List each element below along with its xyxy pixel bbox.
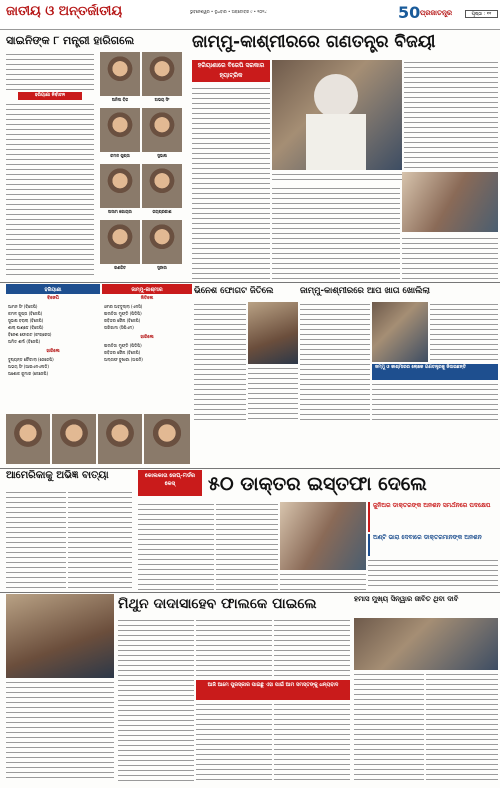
portrait [100, 220, 140, 264]
main-headline: ଜାମ୍ମୁ-କାଶ୍ମୀରରେ ଗଣତନ୍ତ୍ର ବିଜୟୀ [192, 32, 436, 52]
result-row: ତାରିଗାମୀ (ସିପିଏମ) [104, 325, 134, 330]
mithun-headline: ମିଥୁନ ଦାଦାସାହେବ ଫାଲକେ ପାଇଲେ [118, 596, 317, 612]
page-number: ପୃଷ୍ଠା : ୧୧ [465, 10, 498, 18]
result-row: ସୁଭାଷ ବରାଲା (ବିଜେପି) [8, 318, 44, 323]
portrait [142, 220, 182, 264]
result-row: ବିନେଶ ଫୋଗଟ (କଂଗ୍ରେସ) [8, 332, 52, 337]
story-body-text [300, 302, 370, 422]
america-headline: ଆମେରିକାକୁ ଅଭିଜ୍ଞ ବାତ୍ୟା [6, 470, 109, 481]
story-body-text [368, 558, 498, 590]
haryana-lost-title: ହାରିଲେ [46, 349, 60, 354]
result-row: ଇଲତିଜା ମୁଫ୍ତି (ପିଡିପି) [104, 343, 142, 348]
story-body-text [6, 52, 94, 90]
doctors-subhead-2: ଅଣ୍ଟି ଭାରା ଦେବାରେ ଡାକ୍ତରମାନଙ୍କ ଅନଶନ [368, 534, 498, 556]
haryana-box: ହରିୟାଣାରେ ବିଜେପି ସରକାର ହ୍ୟାଟ୍ରିକ [192, 60, 270, 82]
divider [0, 468, 500, 469]
result-row: ଆମନ ସିଂ (ବିଜେପି) [8, 304, 38, 309]
result-row: ଶୀଲା ପାଣ୍ଡେ (ବିଜେପି) [8, 325, 44, 330]
anniversary-logo: 50 [398, 3, 421, 22]
hamas-headline: ହମାସ ମୁଖ୍ୟ ସିନ୍ୱାର ଜୀବିତ ଥିବା ଦାବି [354, 595, 459, 603]
jk-second-headline: ଜାମ୍ମୁ-କାଶ୍ମୀରରେ ଆପ ଖାତା ଖୋଲିଲା [300, 286, 430, 296]
story-body-text [6, 680, 114, 782]
haryana-vote-label: ହରିୟାଣା ନିର୍ବାଚନ [18, 92, 82, 100]
portrait [144, 414, 190, 464]
portrait [142, 52, 182, 96]
doctors-subhead-1: ଜୁନିଅର ଡାକ୍ତରଙ୍କ ଅନଶନ ସମର୍ଥନରେ ପଦକ୍ଷେପ [368, 502, 498, 532]
haryana-results [6, 284, 100, 412]
minister-name: ରଣଜିତ [114, 265, 126, 270]
story-body-text [118, 618, 194, 784]
hamas-photo [354, 618, 498, 670]
minister-name: ସୁଭାଷ [157, 153, 167, 158]
portrait [142, 164, 182, 208]
brand-logo [398, 3, 460, 25]
result-row: ଅଭୟ ସିଂ (ଆଇଏନଏଲଡି) [8, 364, 49, 369]
minister-name: କମଳ ଗୁପ୍ତା [110, 153, 130, 158]
dateline: ଭୁବନେଶ୍ୱର • ବୁଧବାର • ଅକ୍ଟୋବର ୯ • ୨୦୨୪ [190, 9, 267, 14]
red-quote: ଜମ୍ମୁ ଓ କାଶ୍ମୀରର ଲୋକେ ଗଣତନ୍ତ୍ରକୁ ଜିତାଇଛନ୍ତି [372, 364, 498, 380]
story-body-text [248, 366, 298, 422]
result-row: ଅଶୋକ କୁମାର (ଜେଜେପି) [8, 371, 49, 376]
section-title: ଜାତୀୟ ଓ ଅନ୍ତର୍ଜାତୀୟ [6, 4, 123, 19]
portrait [6, 414, 50, 464]
portrait [100, 164, 140, 208]
story-body-text [192, 86, 270, 280]
story-body-text [194, 302, 246, 422]
main-photo [272, 60, 402, 170]
minister-name: ଅଭୟ ସିଂ [154, 97, 170, 102]
portrait [100, 52, 140, 96]
doctors-headline: ୫୦ ଡାକ୍ତର ଇସ୍ତଫା ଦେଲେ [208, 473, 427, 495]
story-body-text [138, 502, 214, 590]
vinesh-headline: ଭିନେଶ ଫୋଗଟ ଜିତିଲେ [194, 286, 274, 296]
jk-results-sub: ଜିତିଲେ [140, 296, 154, 301]
result-row: ରବିନ୍ଦର ରୈନା (ବିଜେପି) [104, 350, 141, 355]
story-body-text [372, 382, 498, 422]
story-body-text [404, 60, 498, 170]
photo-caption [272, 172, 402, 182]
minister-name: ଅନିଲ ବିଜ [111, 97, 129, 102]
vinesh-photo [248, 302, 298, 364]
portrait [100, 108, 140, 152]
story-body-text [430, 302, 498, 362]
result-row: ରବିନ୍ଦର ରୈନା (ବିଜେପି) [104, 318, 141, 323]
portrait [98, 414, 142, 464]
story-body-text [196, 618, 272, 678]
minister-name: ଅସୀମ ଗୋୟଲ [108, 209, 132, 214]
left-top-headline: ସାଇନିଙ୍କ ୮ ମନ୍ତ୍ରୀ ହାରିଗଲେ [6, 34, 135, 47]
story-body-text [426, 672, 498, 784]
mithun-photo-block [6, 594, 114, 784]
doctors-photo [280, 502, 366, 570]
mithun-photo [6, 594, 114, 678]
story-body-text [272, 186, 400, 280]
haryana-results-title: ହରିୟାଣା [6, 286, 100, 294]
result-row: ଇଲତିଜା ମୁଫ୍ତି (ପିଡିପି) [104, 311, 142, 316]
result-row: ଅଲ୍ତାଫ ବୁଖାରୀ (ଅପନି) [104, 357, 143, 362]
result-row: କମଳ ଗୁପ୍ତା (ବିଜେପି) [8, 311, 43, 316]
story-body-text [402, 236, 498, 280]
divider [0, 282, 500, 283]
story-body-text [196, 702, 272, 784]
jk-lost-title: ହାରିଲେ [140, 335, 154, 340]
mithun-banner: ଆଜି ଆମେ ପୁରସ୍କାର ପାଇଛୁ ଏହା ପାଇଁ ଆମ ସମସ୍ତଙ୍କୁ ଧନ୍ୟବାଦ [196, 680, 350, 700]
politician-photo [372, 302, 428, 362]
story-body-text [354, 672, 424, 784]
kolkata-tag: କୋଲକାତା ରେପ୍-ମର୍ଡର କେସ୍ [138, 470, 202, 496]
story-body-text [6, 490, 66, 590]
leaders-photo-row [6, 414, 192, 466]
story-body-text [6, 102, 94, 278]
brand-name: ପ୍ରଜାତନ୍ତ୍ର [420, 9, 453, 17]
result-row: ଓମର ଅବଦୁଲ୍ଲା (ଏନସି) [104, 304, 143, 309]
divider [0, 592, 500, 593]
result-row: ଅମିତ ଶର୍ମା (ବିଜେପି) [8, 339, 41, 344]
story-body-text [216, 502, 278, 590]
haryana-results-sub: ବିଜେପି [47, 296, 59, 301]
minister-grid [98, 52, 184, 280]
result-row: ଦୁଷ୍ୟନ୍ତ ଚୌଟାଲା (ଜେଜେପି) [8, 357, 54, 362]
masthead [0, 0, 500, 30]
jk-results-title: ଜାମ୍ମୁ-କାଶ୍ମୀର [102, 286, 192, 294]
jk-results [102, 284, 192, 412]
portrait [52, 414, 96, 464]
minister-name: ଜୟପ୍ରକାଶ [152, 209, 172, 214]
story-body-text [68, 490, 132, 590]
portrait [142, 108, 182, 152]
story-body-text [274, 702, 350, 784]
crowd-photo [402, 172, 498, 232]
minister-name: ସୁନୀଲ [157, 265, 167, 270]
story-body-text [274, 618, 350, 678]
photo-caption [280, 572, 366, 590]
